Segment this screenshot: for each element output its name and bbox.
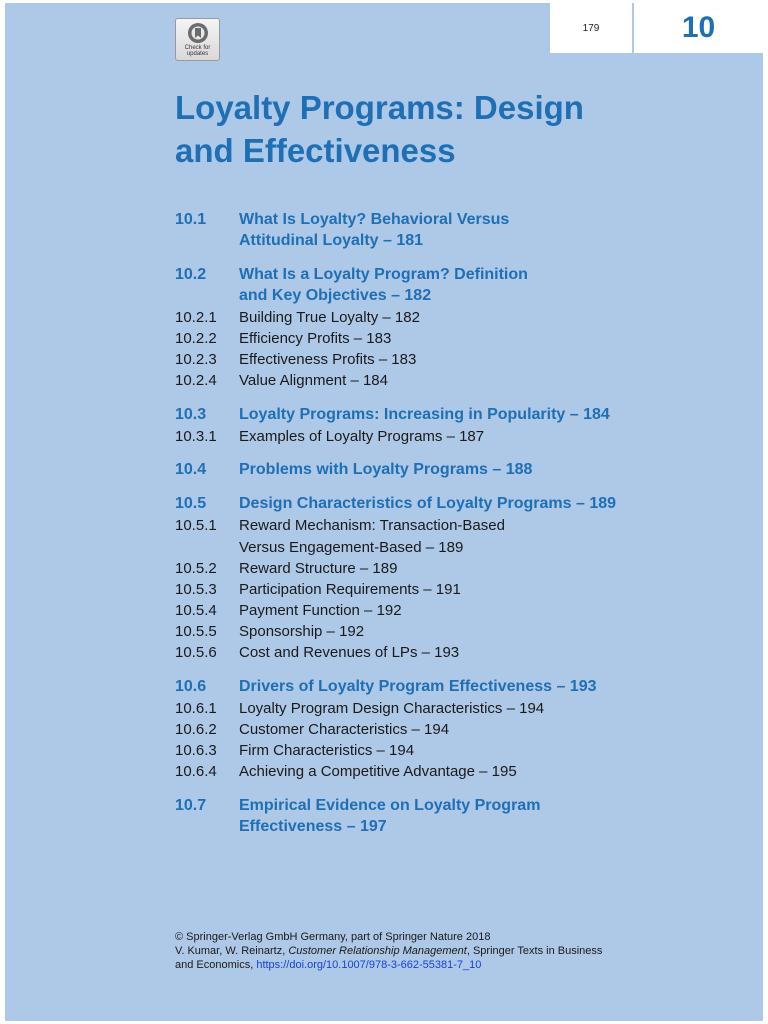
toc-section-10-3[interactable]	[175, 404, 735, 425]
section-number: 10.3	[175, 406, 207, 423]
citation-line	[175, 944, 615, 958]
toc-section-10-2[interactable]	[175, 264, 735, 285]
subsection-number: 10.5.3	[175, 581, 217, 598]
subsection-number: 10.5.5	[175, 623, 217, 640]
toc-subsection-10-2-1[interactable]	[175, 307, 735, 328]
toc-section-10-1-continued[interactable]	[175, 230, 735, 251]
toc-subsection-10-5-1[interactable]	[175, 515, 735, 536]
series-continued: and Economics,	[175, 959, 257, 971]
subsection-title: Payment Function – 192	[239, 602, 402, 619]
section-number: 10.7	[175, 797, 207, 814]
subsection-number: 10.2.3	[175, 351, 217, 368]
toc-subsection-10-2-3[interactable]	[175, 349, 735, 370]
subsection-title: Reward Structure – 189	[239, 560, 398, 577]
authors: V. Kumar, W. Reinartz,	[175, 945, 289, 957]
section-title: Design Characteristics of Loyalty Programs – 189	[239, 495, 617, 512]
chapter-number-text: 10	[681, 11, 716, 44]
toc-subsection-10-5-2[interactable]	[175, 558, 735, 579]
subsection-title: Examples of Loyalty Programs – 187	[239, 428, 485, 445]
toc-subsection-10-3-1[interactable]	[175, 426, 735, 447]
toc-subsection-10-5-3[interactable]	[175, 579, 735, 600]
chapter-title	[175, 86, 695, 172]
page-number-text: 179	[582, 22, 600, 34]
subsection-title: Efficiency Profits – 183	[239, 330, 392, 347]
subsection-number: 10.2.4	[175, 372, 217, 389]
toc-subsection-10-2-2[interactable]	[175, 328, 735, 349]
badge-label: Check for updates	[184, 45, 211, 57]
toc-section-10-6[interactable]	[175, 676, 735, 697]
subsection-number: 10.2.2	[175, 330, 217, 347]
toc-section-10-7-continued[interactable]	[175, 816, 735, 837]
check-for-updates-badge[interactable]	[175, 18, 220, 61]
title-line-1: Loyalty Programs: Design	[175, 89, 584, 126]
subsection-number: 10.5.2	[175, 560, 217, 577]
section-title: Empirical Evidence on Loyalty Program	[239, 797, 541, 814]
subsection-title: Loyalty Program Design Characteristics – 194	[239, 700, 545, 717]
toc-subsection-10-6-2[interactable]	[175, 719, 735, 740]
subsection-title: Building True Loyalty – 182	[239, 309, 420, 326]
toc-section-10-2-continued[interactable]	[175, 285, 735, 306]
toc-section-10-5[interactable]	[175, 493, 735, 514]
copyright-line: © Springer-Verlag GmbH Germany, part of Springer Nature 2018	[175, 931, 491, 943]
section-number: 10.4	[175, 461, 207, 478]
subsection-title-continued: Versus Engagement-Based – 189	[239, 539, 464, 556]
subsection-title: Participation Requirements – 191	[239, 581, 461, 598]
section-title-continued: Attitudinal Loyalty – 181	[239, 232, 424, 249]
subsection-title: Firm Characteristics – 194	[239, 742, 415, 759]
section-number: 10.1	[175, 211, 207, 228]
toc-subsection-10-6-4[interactable]	[175, 761, 735, 782]
toc-subsection-10-5-5[interactable]	[175, 621, 735, 642]
section-title: Loyalty Programs: Increasing in Popularity – 184	[239, 406, 610, 423]
subsection-title: Sponsorship – 192	[239, 623, 365, 640]
subsection-number: 10.5.1	[175, 517, 217, 534]
book-title: Customer Relationship Management	[288, 945, 467, 957]
section-title: Drivers of Loyalty Program Effectiveness – 193	[239, 678, 597, 695]
section-title: What Is a Loyalty Program? Definition	[239, 266, 528, 283]
subsection-title: Value Alignment – 184	[239, 372, 388, 389]
title-line-2: and Effectiveness	[175, 132, 456, 169]
toc-subsection-10-6-1[interactable]	[175, 698, 735, 719]
section-title-continued: Effectiveness – 197	[239, 818, 387, 835]
doi-line	[175, 958, 615, 972]
subsection-number: 10.5.6	[175, 644, 217, 661]
doi-link[interactable]: https://doi.org/10.1007/978-3-662-55381-7_10	[256, 959, 482, 971]
subsection-number: 10.3.1	[175, 428, 217, 445]
series: , Springer Texts in Business	[466, 945, 603, 957]
copyright-footer	[175, 930, 615, 972]
bookmark-icon	[187, 22, 209, 44]
page-number	[550, 3, 632, 53]
subsection-number: 10.6.1	[175, 700, 217, 717]
subsection-title: Customer Characteristics – 194	[239, 721, 450, 738]
section-number: 10.6	[175, 678, 207, 695]
subsection-title: Cost and Revenues of LPs – 193	[239, 644, 460, 661]
toc-subsection-10-5-6[interactable]	[175, 642, 735, 663]
toc-subsection-10-2-4[interactable]	[175, 370, 735, 391]
section-title-continued: and Key Objectives – 182	[239, 287, 432, 304]
subsection-number: 10.2.1	[175, 309, 217, 326]
toc-section-10-1[interactable]	[175, 209, 735, 230]
subsection-number: 10.5.4	[175, 602, 217, 619]
section-title: What Is Loyalty? Behavioral Versus	[239, 211, 510, 228]
toc-subsection-10-6-3[interactable]	[175, 740, 735, 761]
subsection-number: 10.6.4	[175, 763, 217, 780]
section-number: 10.2	[175, 266, 207, 283]
toc-section-10-7[interactable]	[175, 795, 735, 816]
toc-subsection-10-5-1-continued[interactable]	[175, 537, 735, 558]
subsection-title: Reward Mechanism: Transaction-Based	[239, 517, 505, 534]
subsection-number: 10.6.2	[175, 721, 217, 738]
subsection-title: Effectiveness Profits – 183	[239, 351, 417, 368]
subsection-number: 10.6.3	[175, 742, 217, 759]
subsection-title: Achieving a Competitive Advantage – 195	[239, 763, 517, 780]
chapter-number	[634, 3, 763, 53]
section-number: 10.5	[175, 495, 207, 512]
section-title: Problems with Loyalty Programs – 188	[239, 461, 533, 478]
toc-section-10-4[interactable]	[175, 459, 735, 480]
toc-subsection-10-5-4[interactable]	[175, 600, 735, 621]
